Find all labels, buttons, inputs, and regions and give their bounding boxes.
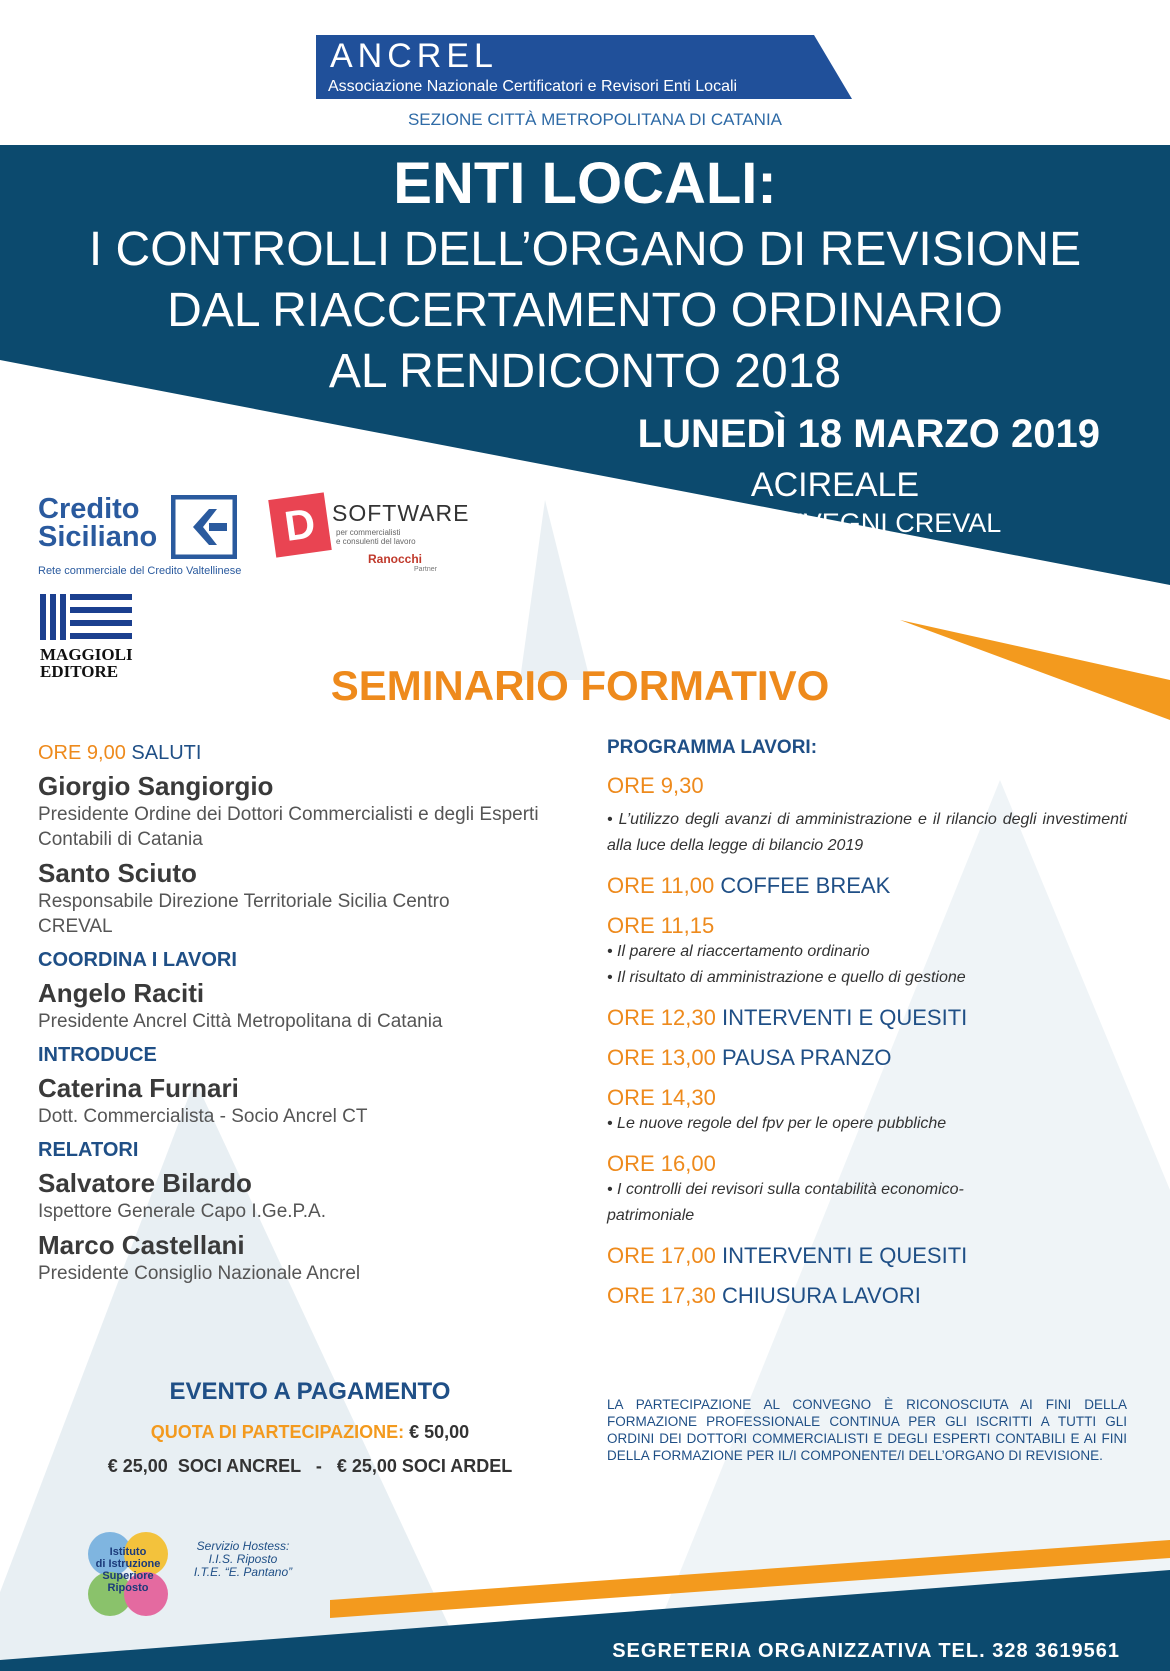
section-name: SEZIONE CITTÀ METROPOLITANA DI CATANIA (407, 110, 783, 129)
org-full-name: Associazione Nazionale Certificatori e Revisori Enti Locali (328, 78, 738, 95)
program-item (607, 1151, 1127, 1177)
speaker-desc: Presidente Consiglio Nazionale Ancrel (38, 1263, 361, 1284)
maggioli-line1: MAGGIOLI (40, 645, 133, 664)
speaker-desc: Ispettore Generale Capo I.Ge.P.A. (38, 1201, 326, 1222)
relatori-heading: RELATORI (38, 1139, 139, 1161)
saluti-row (38, 742, 558, 765)
program-bullet: • Le nuove regole del fpv per le opere pubbliche (607, 1115, 947, 1132)
program-bullet: • L’utilizzo degli avanzi di amministrazione e il rilancio degli investimenti alla luce della legge di bilancio 2019 (607, 811, 1127, 854)
dsoftware-d-icon: D (268, 492, 332, 557)
credito-subtitle: Rete commerciale del Credito Valtellinese (38, 565, 242, 577)
left-column (38, 742, 558, 1286)
speaker-name: Caterina Furnari (38, 1073, 239, 1103)
program-bullet: • Il parere al riaccertamento ordinario (607, 943, 870, 960)
dsoftware-logo (272, 496, 472, 576)
program-time: ORE 17,30 (607, 1283, 716, 1308)
speaker-desc: Responsabile Direzione Territoriale Sicilia Centro CREVAL (38, 891, 450, 937)
fee-quota-label: QUOTA DI PARTECIPAZIONE: (150, 1422, 405, 1442)
hostess-info (178, 1540, 308, 1579)
school-logo-line1: Istituto (109, 1546, 147, 1558)
speaker-name: Santo Sciuto (38, 858, 197, 888)
speaker-desc: Presidente Ancrel Città Metropolitana di Catania (38, 1011, 443, 1032)
program-item (607, 1243, 1127, 1269)
event-address: VIA SCLAFANI, 40 (747, 543, 923, 566)
program-item (607, 1085, 1127, 1111)
dsoftware-sub1: per commercialisti (336, 528, 401, 537)
saluti-time: ORE 9,00 (38, 742, 126, 764)
program-label: CHIUSURA LAVORI (721, 1283, 921, 1308)
title-line2: I CONTROLLI DELL’ORGANO DI REVISIONE (88, 223, 1082, 276)
school-logo-line4: Riposto (107, 1582, 149, 1594)
program-label: INTERVENTI E QUESITI (721, 1243, 968, 1268)
speaker-name: Marco Castellani (38, 1230, 245, 1260)
introduce-heading: INTRODUCE (38, 1044, 157, 1066)
speaker-name: Salvatore Bilardo (38, 1168, 252, 1198)
school-logo-line3: Superiore (102, 1570, 154, 1582)
program-time: ORE 17,00 (607, 1243, 716, 1268)
program-item (607, 1283, 1127, 1309)
speaker-name: Angelo Raciti (38, 978, 205, 1008)
speaker-desc: Dott. Commercialista - Socio Ancrel CT (38, 1106, 368, 1127)
program-time: ORE 11,00 (607, 873, 715, 898)
program-label: COFFEE BREAK (720, 873, 891, 898)
school-logo (86, 1530, 170, 1620)
credito-siciliano-logo (38, 495, 241, 577)
program-item (607, 1045, 1127, 1071)
speaker-desc: Presidente Ordine dei Dottori Commercialisti e degli Esperti Contabili di Catania (38, 804, 539, 850)
event-venue: SALA CONVEGNI CREVAL (668, 508, 1002, 538)
credito-line2: Siciliano (38, 521, 158, 553)
ranocchi-name: Ranocchi (368, 552, 423, 566)
program-column (607, 737, 1127, 1309)
speaker-name: Giorgio Sangiorgio (38, 771, 274, 801)
credito-line1: Credito (38, 493, 140, 525)
org-name: ANCREL (330, 37, 498, 75)
program-time: ORE 14,30 (607, 1085, 716, 1110)
fee-heading: EVENTO A PAGAMENTO (169, 1378, 451, 1405)
maggioli-line2: EDITORE (40, 662, 119, 681)
dsoftware-name: SOFTWARE (332, 500, 470, 526)
school-logo-line2: di Istruzione (95, 1558, 161, 1570)
hostess-line2: I.I.S. Riposto (208, 1552, 278, 1566)
program-time: ORE 11,15 (607, 913, 715, 938)
seminar-title: SEMINARIO FORMATIVO (330, 662, 830, 709)
fee-members: € 25,00 SOCI ANCREL - € 25,00 SOCI ARDEL (107, 1456, 513, 1476)
fee-quota-value: € 50,00 (409, 1422, 470, 1442)
maggioli-emblem-icon (40, 594, 132, 640)
decor-triangle-mid (520, 500, 590, 680)
title-line3: DAL RIACCERTAMENTO ORDINARIO (167, 284, 1003, 337)
program-label: PAUSA PRANZO (721, 1045, 892, 1070)
event-date: LUNEDÌ 18 MARZO 2019 (637, 412, 1100, 456)
coordina-heading: COORDINA I LAVORI (38, 949, 237, 971)
program-item (607, 1005, 1127, 1031)
ranocchi-sub: Partner (414, 566, 437, 573)
program-bullet: • Il risultato di amministrazione e quello di gestione (607, 969, 966, 986)
event-city: ACIREALE (750, 466, 920, 504)
program-bullet: • I controlli dei revisori sulla contabilità economico-patrimoniale (607, 1181, 964, 1224)
program-item (607, 913, 1127, 939)
footer-contact: SEGRETERIA ORGANIZZATIVA TEL. 328 3619561 (612, 1640, 1120, 1662)
hostess-line3: I.T.E. “E. Pantano” (193, 1565, 293, 1579)
accreditation-notice: LA PARTECIPAZIONE AL CONVEGNO È RICONOSCIUTA AI FINI DELLA FORMAZIONE PROFESSIONALE CONTINUA PER GLI ISCRITTI A TUTTI GLI ORDINI DEI DOTTORI COMMERCIALISTI E DEGLI ESPERTI CONTABILI E AI FINI DELLA FORMAZIONE PER IL/I COMPONENTE/I DELL’ORGANO DI REVISIONE. (607, 1397, 1127, 1463)
fee-quota-row (60, 1422, 560, 1443)
saluti-label: SALUTI (131, 742, 202, 764)
program-item (607, 773, 1127, 799)
credito-emblem-icon (171, 495, 237, 559)
program-time: ORE 16,00 (607, 1151, 716, 1176)
program-time: ORE 9,30 (607, 773, 704, 798)
hostess-line1: Servizio Hostess: (196, 1539, 290, 1553)
program-label: INTERVENTI E QUESITI (721, 1005, 968, 1030)
program-time: ORE 12,30 (607, 1005, 716, 1030)
program-item (607, 873, 1127, 899)
dsoftware-sub2: e consulenti del lavoro (336, 537, 416, 546)
title-line4: AL RENDICONTO 2018 (328, 345, 842, 398)
program-time: ORE 13,00 (607, 1045, 716, 1070)
program-title: PROGRAMMA LAVORI: (607, 737, 818, 758)
title-line1: ENTI LOCALI: (393, 151, 777, 216)
